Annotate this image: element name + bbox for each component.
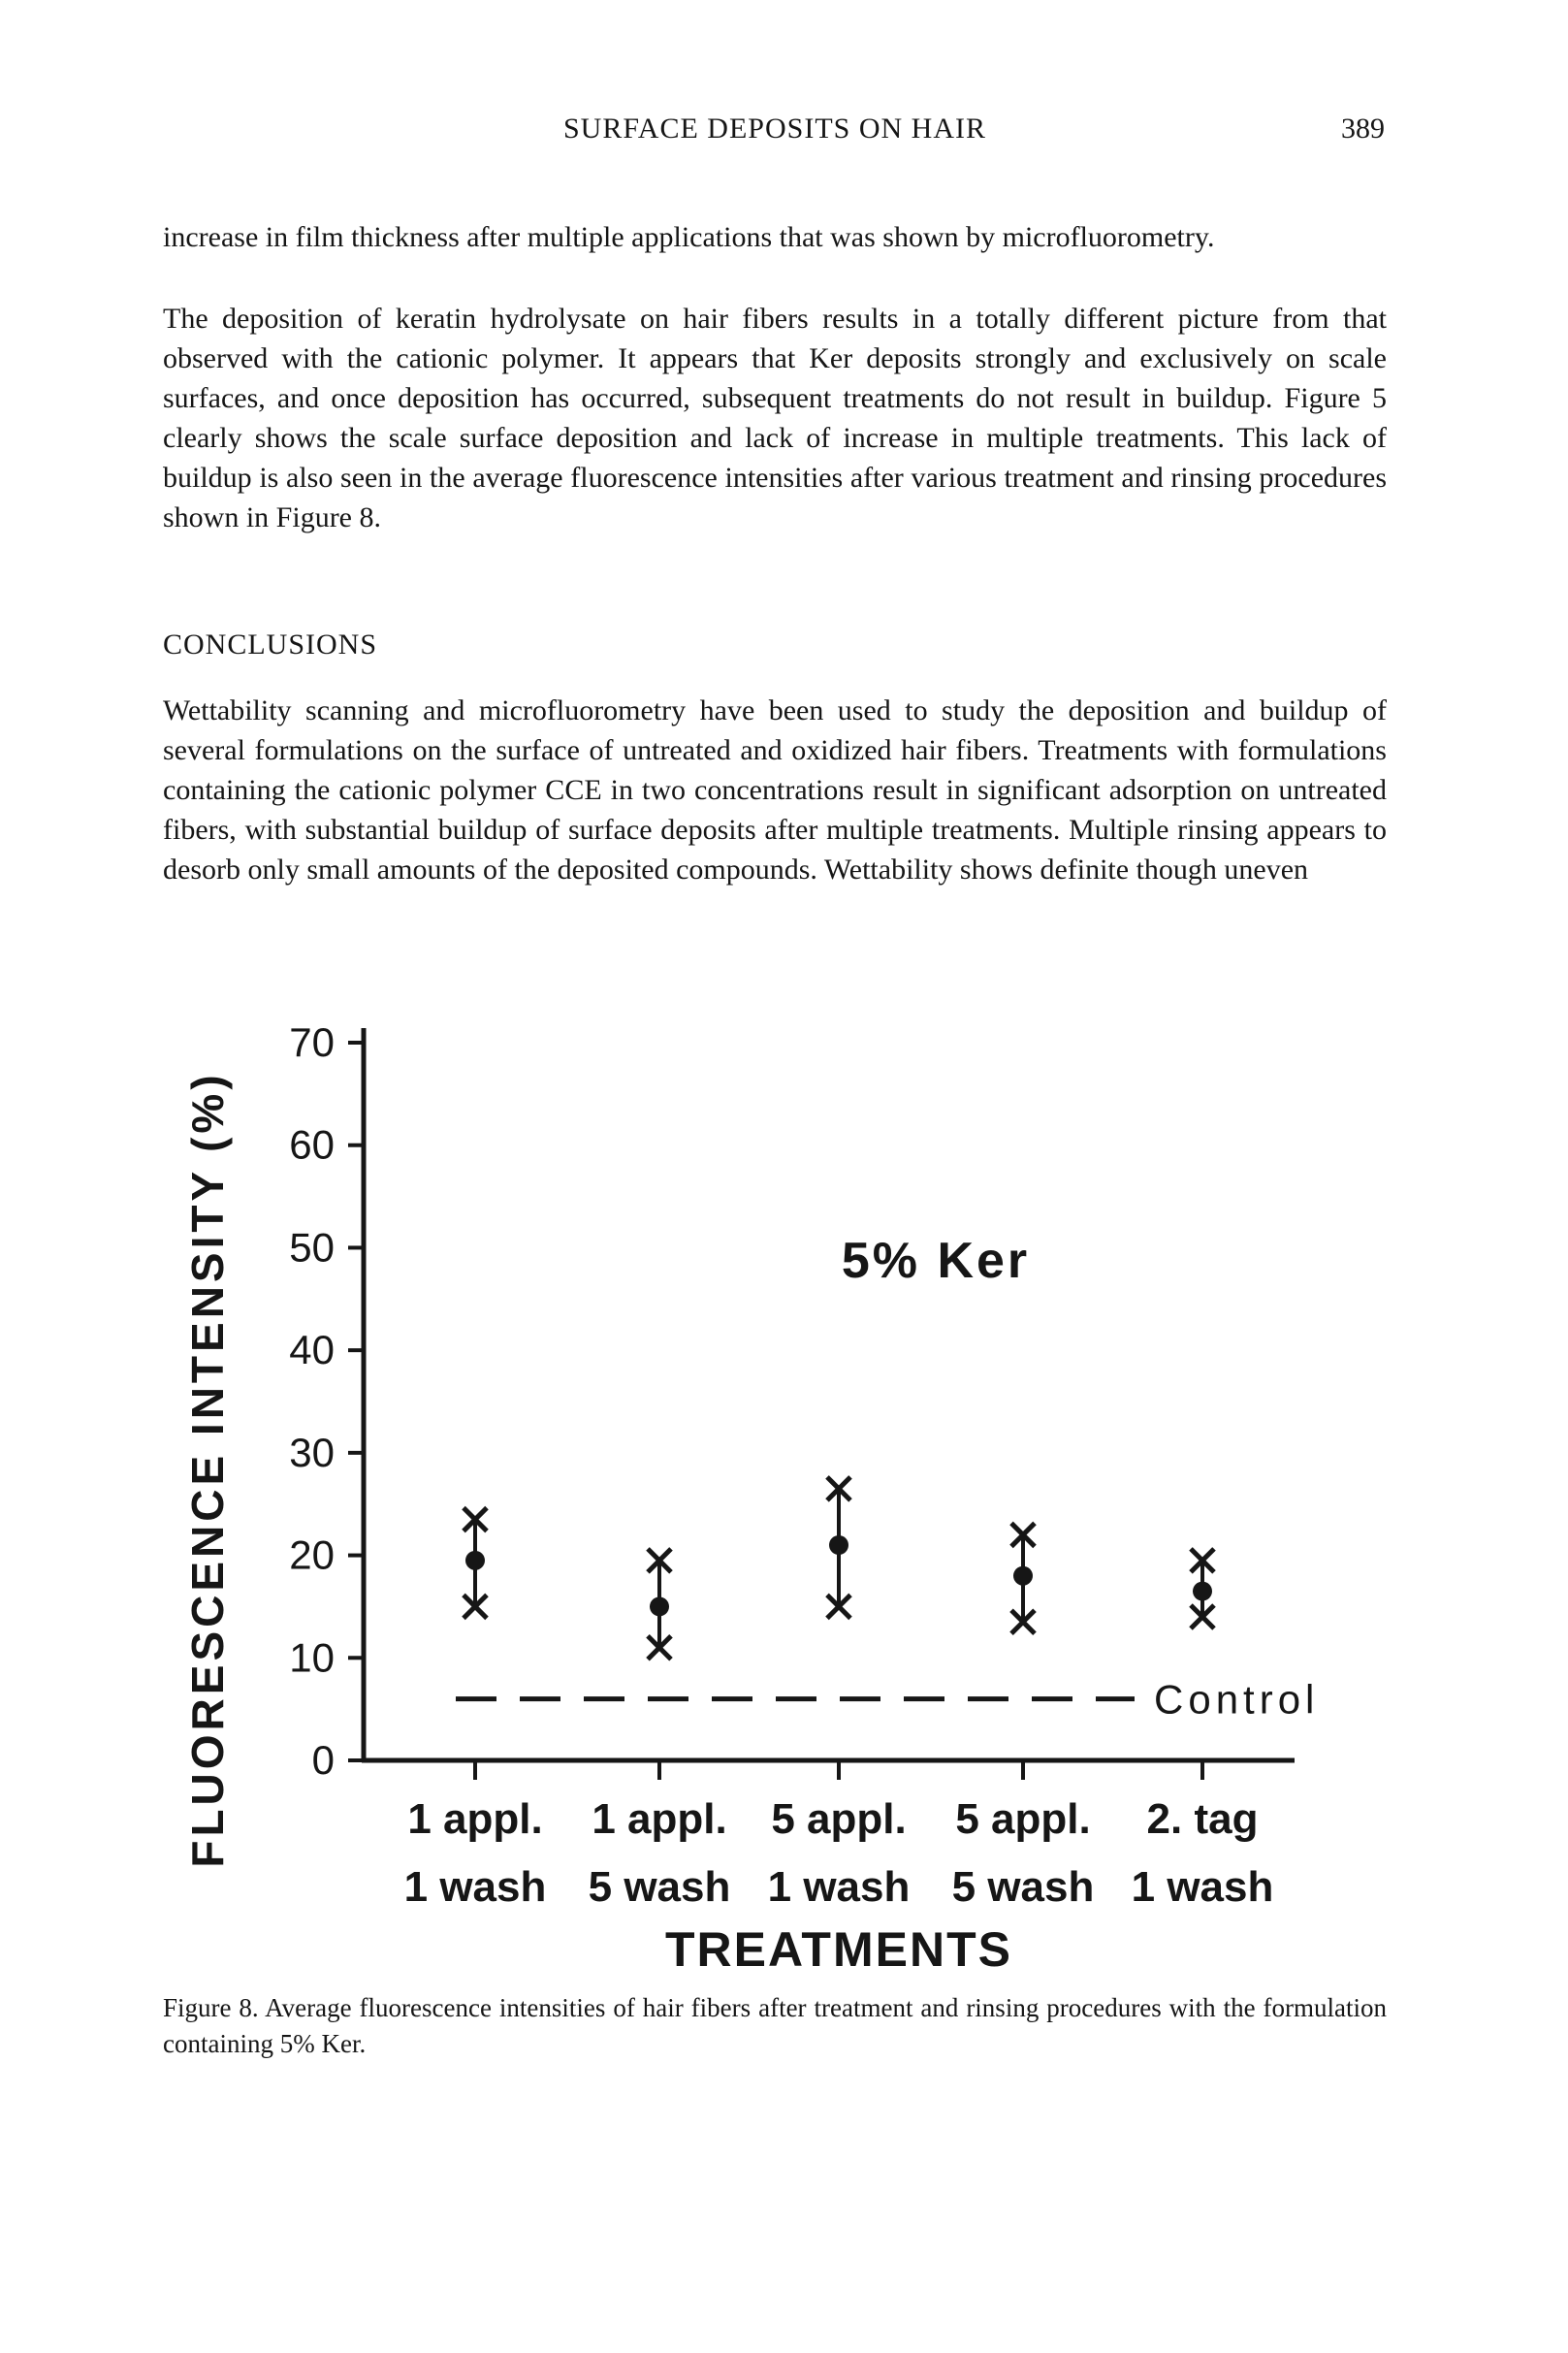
y-tick-label: 20 [289,1531,335,1578]
body-paragraph-1: increase in film thickness after multiple applications that was shown by microfluorometry. [163,221,1215,253]
page-number: 389 [1341,113,1385,145]
mean-marker [829,1535,848,1555]
mean-marker [650,1596,669,1616]
x-category-wash: 5 wash [588,1863,731,1911]
figure-caption-text: Average fluorescence intensities of hair fibers after treatment and rinsing procedures with the formulation containing 5% Ker. [163,1993,1387,2058]
running-header [163,113,1387,145]
control-line-label: Control [1154,1676,1320,1723]
running-header-title: SURFACE DEPOSITS ON HAIR [562,113,986,145]
x-category-wash: 1 wash [767,1863,911,1911]
x-category-wash: 1 wash [1131,1863,1274,1911]
figure-caption-label: Figure 8. [163,1993,259,2022]
y-tick-label: 50 [289,1224,335,1271]
y-tick-label: 70 [289,1019,335,1065]
y-axis-title: FLUORESCENCE INTENSITY (%) [182,1071,233,1868]
figure-8-chart [145,975,1435,1983]
body-paragraph-2: The deposition of keratin hydrolysate on hair fibers results in a totally different picture from that observed with the cationic polymer. It appears that Ker deposits strongly and exclusively on scale surfaces, and once deposition has occurred, subsequent treatments do not result in buildup. Figure 5 clearly shows the scale surface deposition and lack of increase in multiple treatments. This lack of buildup is also seen in the average fluorescence intensities after various treatment and rinsing procedures shown in Figure 8. [163,303,1387,533]
conclusions-heading: CONCLUSIONS [163,629,378,661]
figure-caption [163,1990,1387,2062]
x-category-appl: 5 appl. [955,1795,1091,1843]
x-category-wash: 1 wash [403,1863,547,1911]
mean-marker [465,1551,485,1570]
y-tick-label: 60 [289,1121,335,1168]
y-tick-label: 10 [289,1634,335,1681]
mean-marker [1193,1582,1212,1601]
figure-8 [145,975,1435,1983]
x-category-wash: 5 wash [951,1863,1095,1911]
x-category-appl: 5 appl. [771,1795,907,1843]
y-tick-label: 0 [311,1737,335,1783]
mean-marker [1013,1566,1033,1586]
chart-annotation: 5% Ker [841,1233,1031,1289]
x-category-appl: 2. tag [1146,1795,1259,1843]
x-category-appl: 1 appl. [592,1795,727,1843]
x-axis-title: TREATMENTS [665,1922,1012,1977]
body-paragraph-3: Wettability scanning and microfluorometry have been used to study the deposition and buildup of several formulations on the surface of untreated and oxidized hair fibers. Treatments with formulations containing the cationic polymer CCE in two concentrations result in significant adsorption on untreated fibers, with substantial buildup of surface deposits after multiple treatments. Multiple rinsing appears to desorb only small amounts of the deposited compounds. Wettability shows definite though uneven [163,694,1387,886]
y-tick-label: 30 [289,1429,335,1475]
x-category-appl: 1 appl. [407,1795,543,1843]
y-tick-label: 40 [289,1327,335,1373]
